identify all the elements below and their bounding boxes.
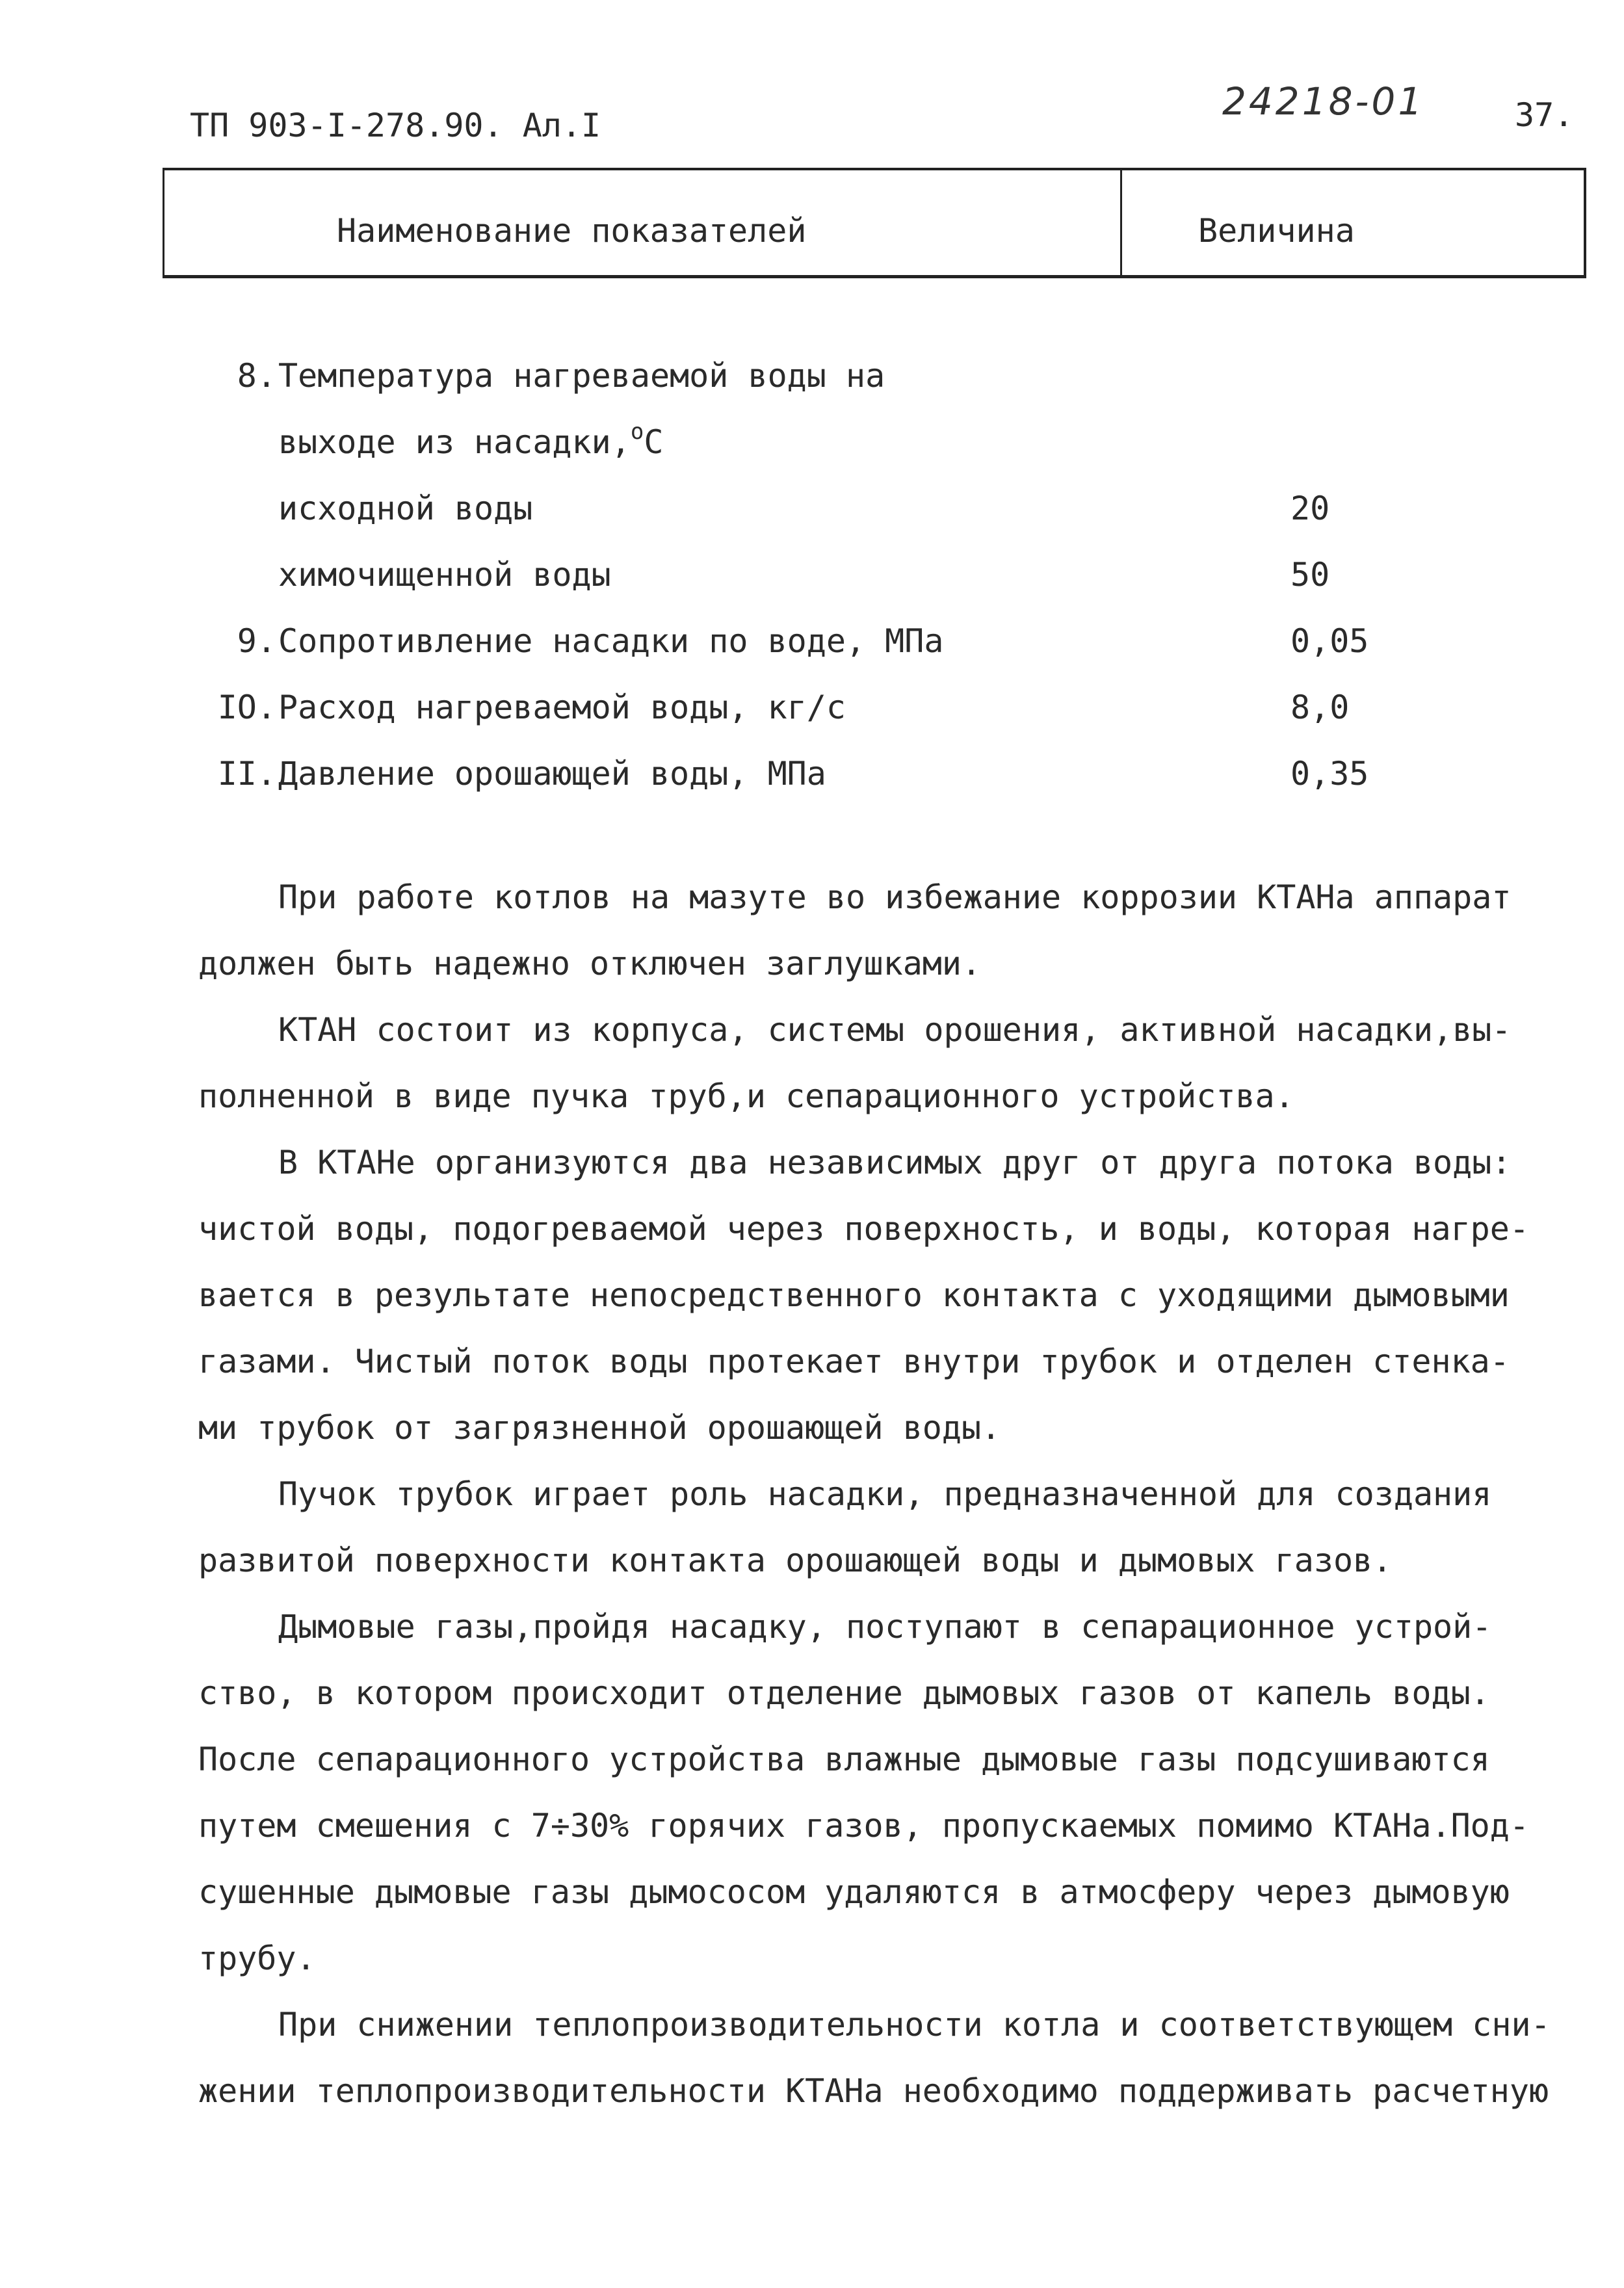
item-sub-label: химочищенной воды xyxy=(278,556,611,594)
item-value: 50 xyxy=(1290,556,1330,594)
item-text: Температура нагреваемой воды на xyxy=(278,357,885,395)
table-row-11 xyxy=(0,757,1624,796)
column-header-name: Наименование показателей xyxy=(337,212,807,250)
table-row-10 xyxy=(0,691,1624,730)
table-header xyxy=(163,168,1586,278)
paragraph-5-line: ство, в котором происходит отделение дымовых газов от капель воды. xyxy=(198,1674,1490,1712)
item-number: 9. xyxy=(237,622,276,660)
item-value: 20 xyxy=(1290,490,1330,527)
paragraph-3-line: чистой воды, подогреваемой через поверхность, и воды, которая нагре- xyxy=(198,1210,1529,1248)
paragraph-2-line: полненной в виде пучка труб,и сепарационного устройства. xyxy=(198,1077,1294,1115)
column-header-value: Величина xyxy=(1198,212,1355,250)
document-code: ТП 903-I-278.90. Ал.I xyxy=(190,107,601,144)
paragraph-5-line: Дымовые газы,пройдя насадку, поступают в сепарационное устрой- xyxy=(278,1608,1492,1646)
item-text: Давление орошающей воды, МПа xyxy=(278,755,826,793)
item-text-continuation: выходе из насадки,$^о$С xyxy=(278,419,664,461)
paragraph-5-line: сушенные дымовые газы дымососом удаляются в атмосферу через дымовую xyxy=(198,1873,1510,1911)
paragraph-3-line: ми трубок от загрязненной орошающей воды. xyxy=(198,1409,1001,1447)
item-number: 8. xyxy=(237,357,276,395)
paragraph-4-line: развитой поверхности контакта орошающей воды и дымовых газов. xyxy=(198,1542,1393,1579)
item-text: Сопротивление насадки по воде, МПа xyxy=(278,622,944,660)
paragraph-3-line: газами. Чистый поток воды протекает внутри трубок и отделен стенка- xyxy=(198,1343,1510,1380)
table-row-8-sub2 xyxy=(0,556,1624,598)
page-number: 37. xyxy=(1515,96,1574,134)
paragraph-2-line: КТАН состоит из корпуса, системы орошения, активной насадки,вы- xyxy=(278,1011,1512,1049)
paragraph-3-line: В КТАНе организуются два независимых друг от друга потока воды: xyxy=(278,1144,1512,1181)
paragraph-3-line: вается в результате непосредственного контакта с уходящими дымовыми xyxy=(198,1276,1510,1314)
paragraph-1-line: должен быть надежно отключен заглушками. xyxy=(198,945,982,982)
item-number: IO. xyxy=(217,689,276,726)
table-row-8-sub1 xyxy=(0,492,1624,531)
table-row-9 xyxy=(0,622,1624,664)
item-value: 8,0 xyxy=(1290,689,1350,726)
paragraph-6-line: жении теплопроизводительности КТАНа необходимо поддерживать расчетную xyxy=(198,2072,1549,2110)
table-header-divider xyxy=(1120,170,1122,275)
item-number: II. xyxy=(217,755,276,793)
item-value: 0,05 xyxy=(1290,622,1369,660)
handwritten-number: 24218-01 xyxy=(1222,79,1425,124)
table-row-8 xyxy=(0,357,1624,399)
table-row-8-cont xyxy=(0,419,1624,465)
paragraph-5-line: путем смешения с 7÷30% горячих газов, пропускаемых помимо КТАНа.Под- xyxy=(198,1807,1529,1845)
item-value: 0,35 xyxy=(1290,755,1369,793)
paragraph-5-line: трубу. xyxy=(198,1940,316,1977)
paragraph-1-line: При работе котлов на мазуте во избежание коррозии КТАНа аппарат xyxy=(278,878,1512,916)
item-sub-label: исходной воды xyxy=(278,490,533,527)
paragraph-6-line: При снижении теплопроизводительности котла и соответствующем сни- xyxy=(278,2006,1551,2044)
paragraph-5-line: После сепарационного устройства влажные дымовые газы подсушиваются xyxy=(198,1741,1490,1778)
degree-mark: о xyxy=(630,419,644,445)
item-text: Расход нагреваемой воды, кг/с xyxy=(278,689,846,726)
paragraph-4-line: Пучок трубок играет роль насадки, предназначенной для создания xyxy=(278,1475,1492,1513)
